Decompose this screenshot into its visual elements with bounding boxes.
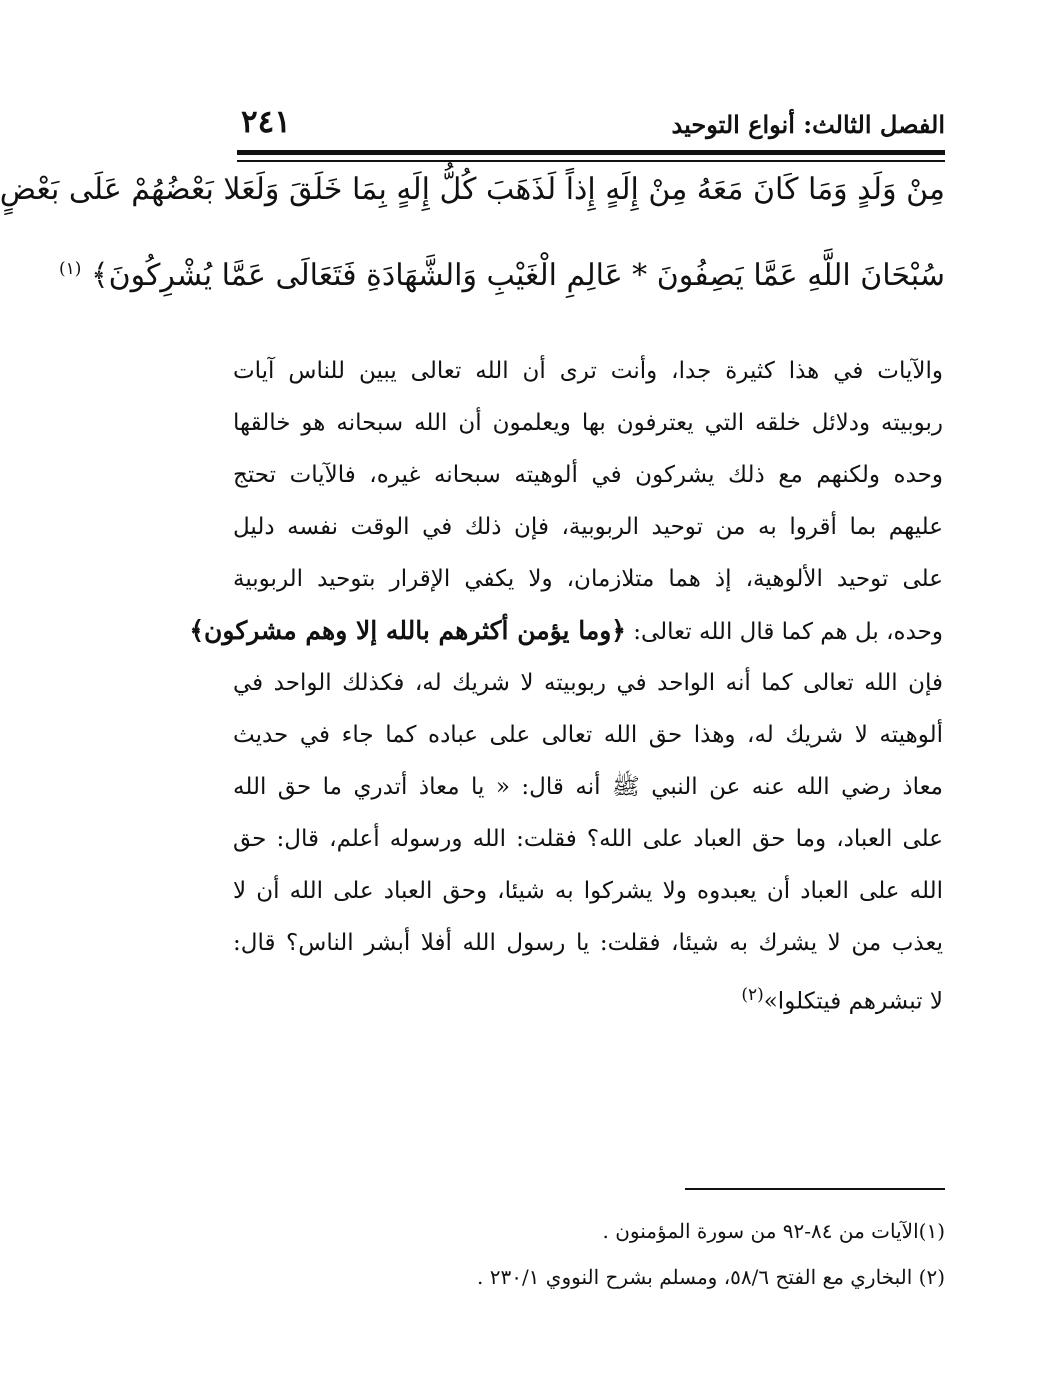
body-line-2: ربوبيته ودلائل خلقه التي يعترفون بها ويعلمون أن الله سبحانه هو خالقها bbox=[233, 410, 943, 436]
footnote-1: (١)الآيات من ٨٤-٩٢ من سورة المؤمنون . bbox=[602, 1219, 945, 1243]
quran-quote-inline: ﴿وما يؤمن أكثرهم بالله إلا وهم مشركون﴾ bbox=[189, 616, 626, 645]
page-number: ٢٤١ bbox=[241, 104, 291, 140]
body-line-12: يعذب من لا يشرك به شيئا، فقلت: يا رسول الله أفلا أبشر الناس؟ قال: bbox=[233, 930, 943, 956]
body-line-5: على توحيد الألوهية، إذ هما متلازمان، ولا يكفي الإقرار بتوحيد الربوبية bbox=[233, 566, 943, 592]
footnote-separator bbox=[685, 1188, 945, 1190]
body-line-1: والآيات في هذا كثيرة جدا، وأنت ترى أن الله تعالى يبين للناس آيات bbox=[233, 358, 943, 384]
quran-line-2 bbox=[59, 258, 945, 341]
body-text bbox=[189, 345, 943, 1021]
quran-line-2-text: سُبْحَانَ اللَّهِ عَمَّا يَصِفُونَ * عَالِمِ الْغَيْبِ وَالشَّهَادَةِ فَتَعَالَى عَمَّا يُشْرِكُونَ﴾ bbox=[90, 258, 945, 293]
quote-line-prefix: وحده، بل هم كما قال الله تعالى: bbox=[625, 619, 943, 645]
last-line-text: لا تبشرهم فيتكلوا» bbox=[763, 988, 943, 1015]
header-rule-thick bbox=[237, 150, 945, 155]
page-header bbox=[237, 92, 945, 150]
body-line-quote bbox=[189, 605, 943, 657]
footnotes bbox=[245, 1208, 945, 1300]
chapter-title: الفصل الثالث: أنواع التوحيد bbox=[671, 110, 945, 139]
body-line-3: وحده ولكنهم مع ذلك يشركون في ألوهيته سبحانه غيره، فالآيات تحتج bbox=[233, 462, 943, 488]
body-line-4: عليهم بما أقروا به من توحيد الربوبية، فإن ذلك في الوقت نفسه دليل bbox=[233, 514, 943, 540]
body-line-7: فإن الله تعالى كما أنه الواحد في ربوبيته لا شريك له، فكذلك الواحد في bbox=[233, 670, 943, 696]
body-line-10: على العباد، وما حق العباد على الله؟ فقلت: الله ورسوله أعلم، قال: حق bbox=[233, 826, 943, 852]
body-line-11: الله على العباد أن يعبدوه ولا يشركوا به شيئا، وحق العباد على الله أن لا bbox=[233, 878, 943, 904]
body-line-9: معاذ رضي الله عنه عن النبي ﷺ أنه قال: « يا معاذ أتدري ما حق الله bbox=[233, 774, 943, 800]
body-line-13 bbox=[233, 969, 943, 1021]
footnote-ref-2: (٢) bbox=[741, 985, 764, 1005]
quran-verses bbox=[0, 172, 945, 341]
footnote-2: (٢) البخاري مع الفتح ٥٨/٦، ومسلم بشرح النووي ٢٣٠/١ . bbox=[477, 1265, 945, 1289]
body-line-8: ألوهيته لا شريك له، وهذا حق الله تعالى على عباده كما جاء في حديث bbox=[233, 722, 943, 748]
quran-line-1: مِنْ وَلَدٍ وَمَا كَانَ مَعَهُ مِنْ إِلَهٍ إِذاً لَذَهَبَ كُلُّ إِلَهٍ بِمَا خَلَقَ وَلَعَلا بَعْضُهُمْ عَلَى بَعْضٍ bbox=[0, 172, 945, 207]
footnote-ref-1: (١) bbox=[59, 259, 82, 279]
header-rule-thin bbox=[237, 160, 945, 162]
